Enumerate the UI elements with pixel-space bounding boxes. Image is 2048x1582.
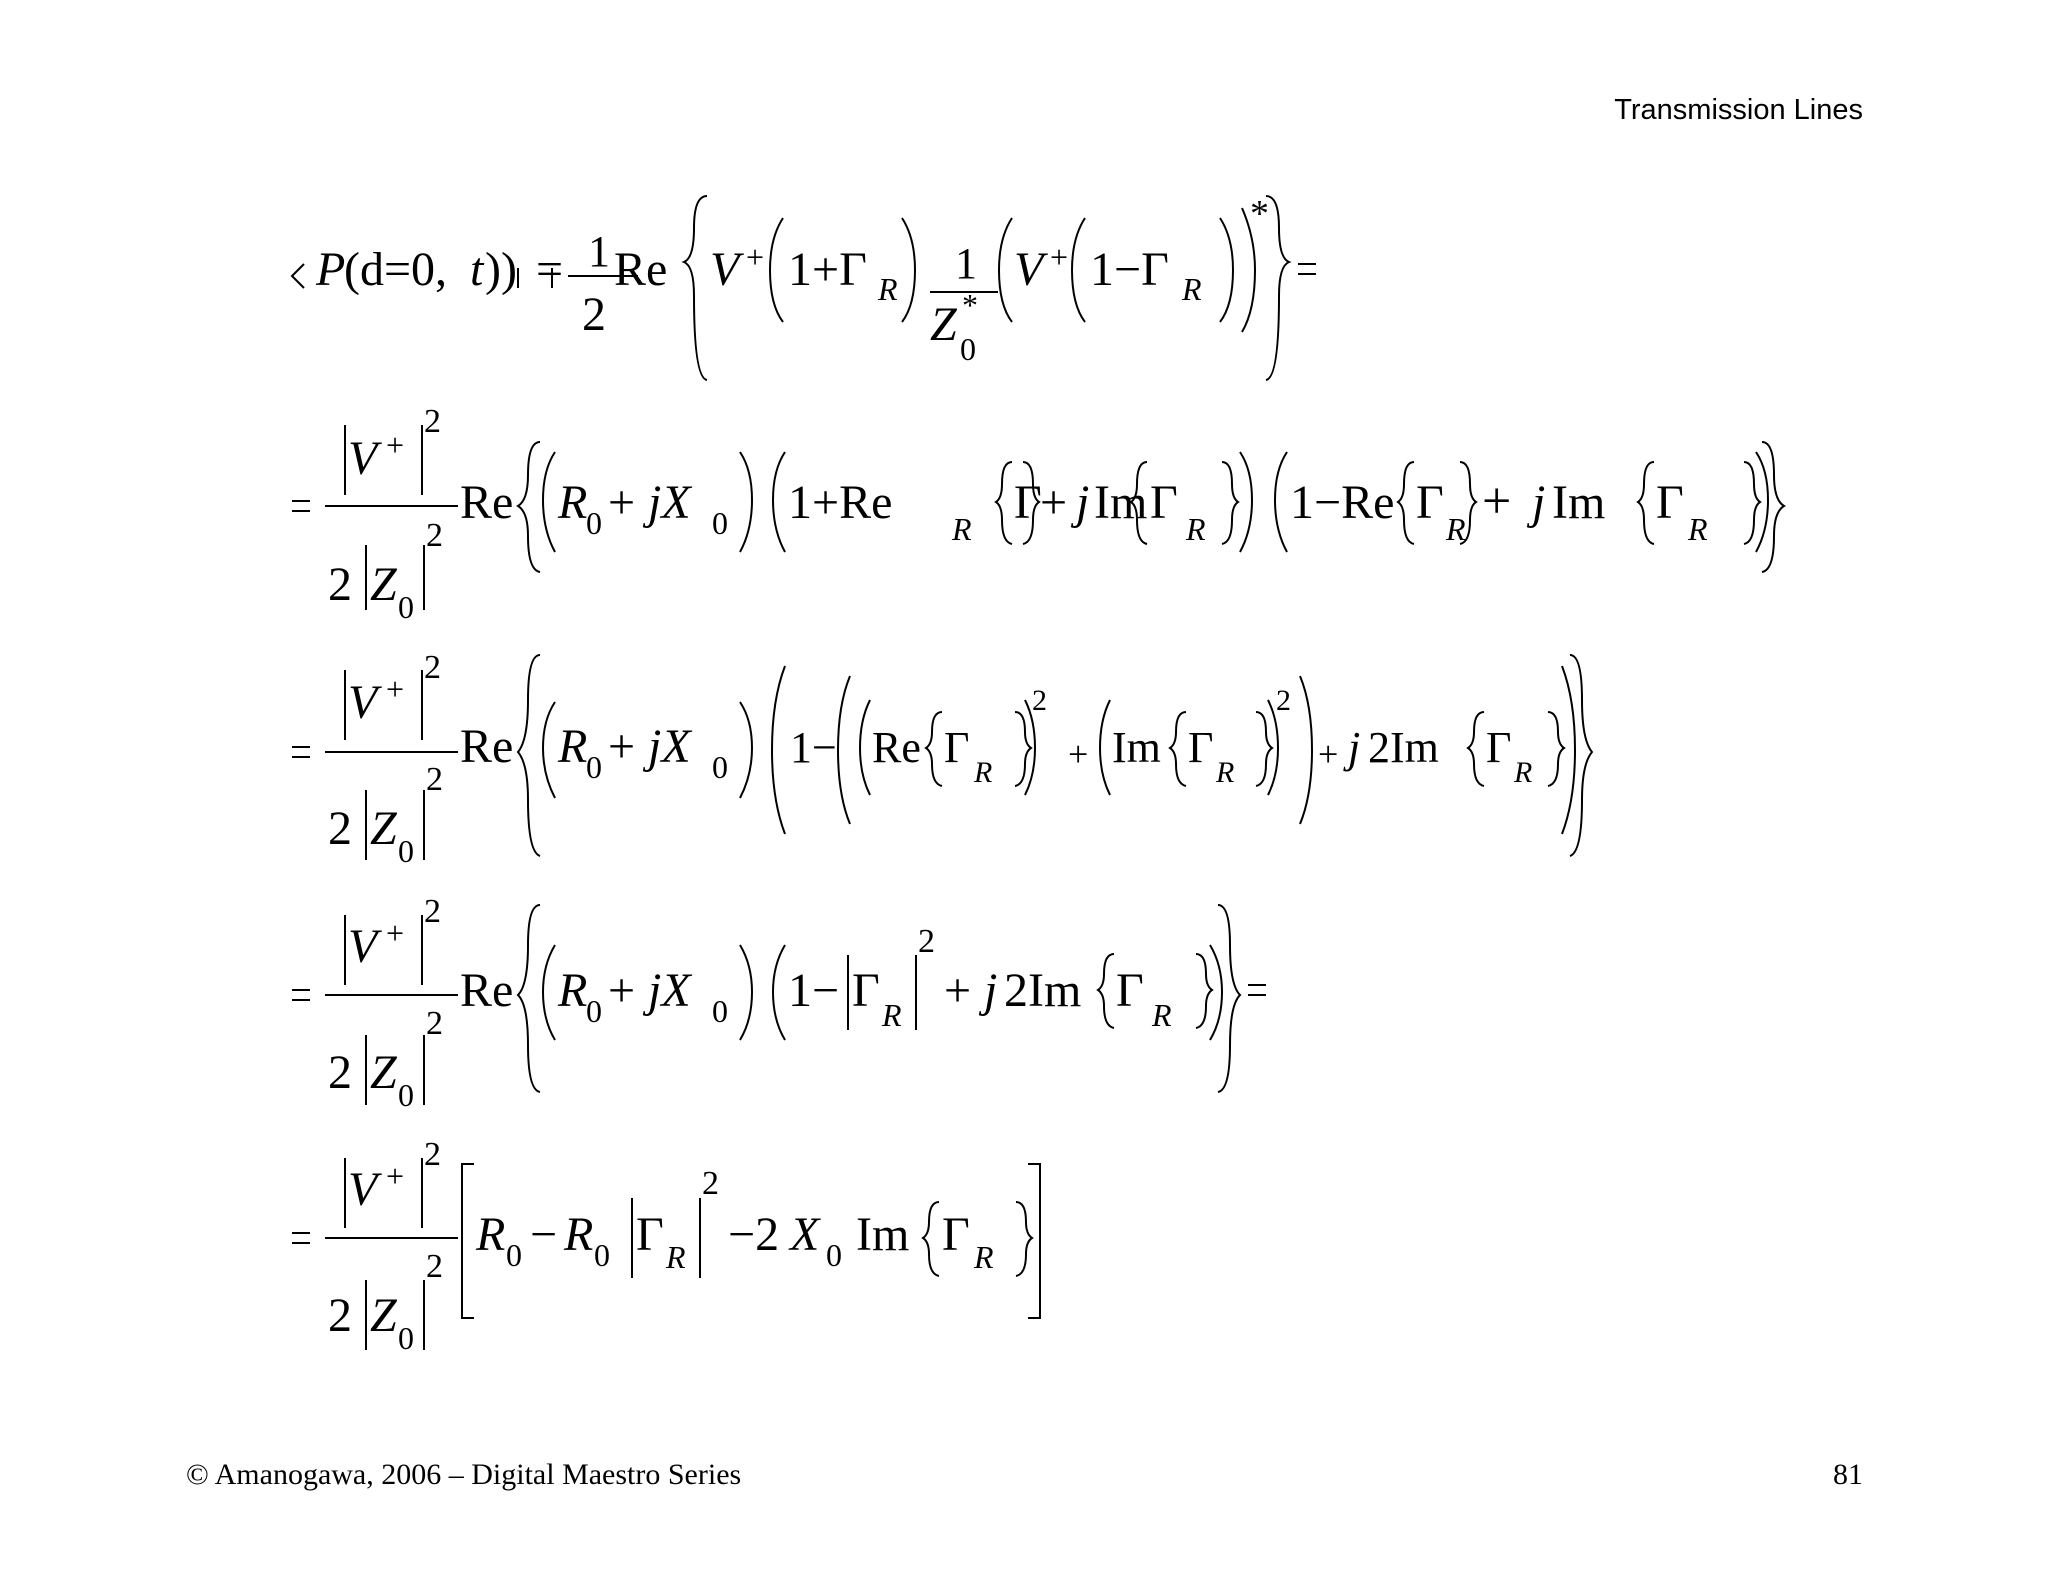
- svg-text:0: 0: [398, 589, 414, 625]
- footer-copyright: © Amanogawa, 2006 – Digital Maestro Series: [186, 1458, 742, 1491]
- svg-text:0: 0: [712, 993, 728, 1029]
- svg-text:R: R: [1182, 271, 1202, 307]
- svg-text:*: *: [1250, 193, 1269, 235]
- svg-text:0: 0: [586, 749, 602, 785]
- svg-text:0: 0: [960, 331, 976, 367]
- svg-text:+: +: [1040, 476, 1068, 529]
- svg-text:−: −: [530, 1208, 558, 1261]
- svg-text:0: 0: [826, 1237, 842, 1273]
- svg-text:Im: Im: [1112, 723, 1161, 772]
- svg-text:0: 0: [506, 1237, 522, 1273]
- svg-text:Γ: Γ: [636, 1208, 664, 1261]
- svg-text:+: +: [386, 1158, 405, 1194]
- svg-text:R: R: [974, 756, 993, 789]
- svg-text:2: 2: [426, 1248, 443, 1285]
- svg-text:)): )): [485, 243, 517, 296]
- svg-text:2: 2: [426, 517, 443, 554]
- svg-text:2: 2: [328, 558, 352, 611]
- svg-text:+: +: [386, 671, 405, 707]
- svg-text:Im: Im: [1552, 476, 1606, 529]
- svg-text:1−: 1−: [790, 723, 837, 772]
- svg-text:R: R: [1186, 511, 1206, 547]
- svg-text:+: +: [386, 915, 405, 951]
- svg-text:+: +: [1050, 239, 1069, 275]
- svg-text:R: R: [558, 964, 588, 1017]
- header-title: Transmission Lines: [1614, 94, 1863, 126]
- svg-text:Z: Z: [930, 298, 957, 351]
- page-number: 81: [1833, 1458, 1863, 1491]
- svg-text:Z: Z: [370, 558, 397, 611]
- svg-text:Γ: Γ: [1656, 476, 1684, 529]
- svg-text:*: *: [962, 287, 978, 323]
- svg-text:R: R: [564, 1208, 594, 1261]
- svg-text:0: 0: [398, 1320, 414, 1356]
- svg-text:2Im: 2Im: [1368, 723, 1439, 772]
- svg-text:2: 2: [328, 802, 352, 855]
- svg-text:1: 1: [588, 227, 610, 276]
- svg-text:+: +: [608, 964, 636, 1017]
- svg-text:+: +: [1482, 473, 1512, 530]
- svg-text:1−: 1−: [788, 964, 840, 1017]
- svg-text:R: R: [1216, 756, 1235, 789]
- svg-text:V: V: [348, 920, 378, 973]
- svg-text:R: R: [1688, 511, 1708, 547]
- svg-text:2: 2: [424, 1136, 441, 1173]
- svg-text:Re: Re: [460, 964, 514, 1017]
- svg-text:0: 0: [712, 505, 728, 541]
- svg-text:0: 0: [712, 749, 728, 785]
- svg-text:Γ: Γ: [944, 723, 970, 772]
- svg-text:2: 2: [424, 893, 441, 930]
- svg-text:R: R: [1514, 756, 1533, 789]
- svg-text:1−Re: 1−Re: [1290, 476, 1395, 529]
- svg-text:R: R: [1152, 997, 1172, 1033]
- svg-text:2: 2: [702, 1165, 719, 1202]
- svg-text:R: R: [878, 271, 898, 307]
- svg-text:0: 0: [594, 1237, 610, 1273]
- svg-text:jX: jX: [648, 720, 691, 773]
- svg-text:t: t: [470, 243, 484, 296]
- svg-text:1: 1: [955, 239, 977, 288]
- svg-text:Im: Im: [856, 1208, 910, 1261]
- svg-text:+: +: [608, 720, 636, 773]
- svg-text:V: V: [1014, 243, 1044, 296]
- svg-text:2: 2: [328, 1046, 352, 1099]
- svg-text:Γ: Γ: [942, 1208, 970, 1261]
- svg-text:Γ: Γ: [1486, 723, 1512, 772]
- svg-text:R: R: [558, 720, 588, 773]
- svg-text:2: 2: [582, 288, 606, 341]
- svg-text:j: j: [1076, 476, 1090, 529]
- svg-text:2: 2: [424, 403, 441, 440]
- svg-text:Γ: Γ: [1116, 964, 1144, 1017]
- svg-text:0: 0: [586, 505, 602, 541]
- svg-text:Z: Z: [370, 1046, 397, 1099]
- svg-text:1+Γ: 1+Γ: [788, 243, 867, 296]
- svg-text:(d=0,: (d=0,: [344, 243, 448, 296]
- svg-text:Γ: Γ: [1416, 476, 1444, 529]
- svg-text:=: =: [536, 243, 564, 296]
- svg-text:2: 2: [918, 923, 935, 960]
- svg-text:R: R: [476, 1208, 506, 1261]
- svg-text:Re: Re: [460, 720, 514, 773]
- svg-text:+: +: [1068, 734, 1089, 774]
- svg-text:Γ: Γ: [1188, 723, 1214, 772]
- svg-text:Re: Re: [614, 243, 668, 296]
- svg-text:Γ: Γ: [1150, 476, 1178, 529]
- svg-text:Re: Re: [460, 476, 514, 529]
- svg-text:+: +: [1318, 734, 1339, 774]
- svg-text:Z: Z: [370, 1289, 397, 1342]
- svg-text:2Im: 2Im: [1004, 964, 1082, 1017]
- svg-text:1−Γ: 1−Γ: [1090, 243, 1169, 296]
- svg-text:V: V: [348, 676, 378, 729]
- svg-text:+: +: [608, 476, 636, 529]
- svg-text:+: +: [944, 964, 972, 1017]
- svg-text:2: 2: [424, 649, 441, 686]
- svg-text:2: 2: [426, 761, 443, 798]
- svg-text:1+Re: 1+Re: [788, 476, 893, 529]
- svg-text:2: 2: [426, 1005, 443, 1042]
- svg-text:R: R: [974, 1239, 994, 1275]
- svg-text:V: V: [348, 1163, 378, 1216]
- svg-text:0: 0: [398, 1077, 414, 1113]
- svg-text:−2: −2: [728, 1208, 780, 1261]
- svg-text:j: j: [984, 964, 998, 1017]
- svg-text:Re: Re: [872, 723, 921, 772]
- svg-text:+: +: [386, 427, 405, 463]
- svg-text:j: j: [1348, 723, 1361, 772]
- svg-text:Γ: Γ: [1014, 476, 1042, 529]
- svg-text:2: 2: [1032, 684, 1047, 717]
- svg-text:Z: Z: [370, 802, 397, 855]
- svg-text:0: 0: [398, 833, 414, 869]
- svg-text:R: R: [882, 997, 902, 1033]
- svg-text:X: X: [790, 1208, 820, 1261]
- svg-text:0: 0: [586, 993, 602, 1029]
- svg-text:2: 2: [328, 1289, 352, 1342]
- svg-text:R: R: [952, 511, 972, 547]
- svg-text:P: P: [316, 243, 346, 296]
- svg-text:j: j: [1532, 476, 1546, 529]
- svg-text:V: V: [710, 243, 740, 296]
- svg-text:R: R: [558, 476, 588, 529]
- svg-text:V: V: [348, 432, 378, 485]
- svg-text:R: R: [666, 1239, 686, 1275]
- svg-text:jX: jX: [648, 964, 691, 1017]
- svg-text:Γ: Γ: [852, 964, 880, 1017]
- svg-text:Im: Im: [1094, 476, 1148, 529]
- svg-text:+: +: [746, 239, 765, 275]
- svg-text:jX: jX: [648, 476, 691, 529]
- svg-text:R: R: [1446, 511, 1466, 547]
- svg-text:2: 2: [1276, 684, 1291, 717]
